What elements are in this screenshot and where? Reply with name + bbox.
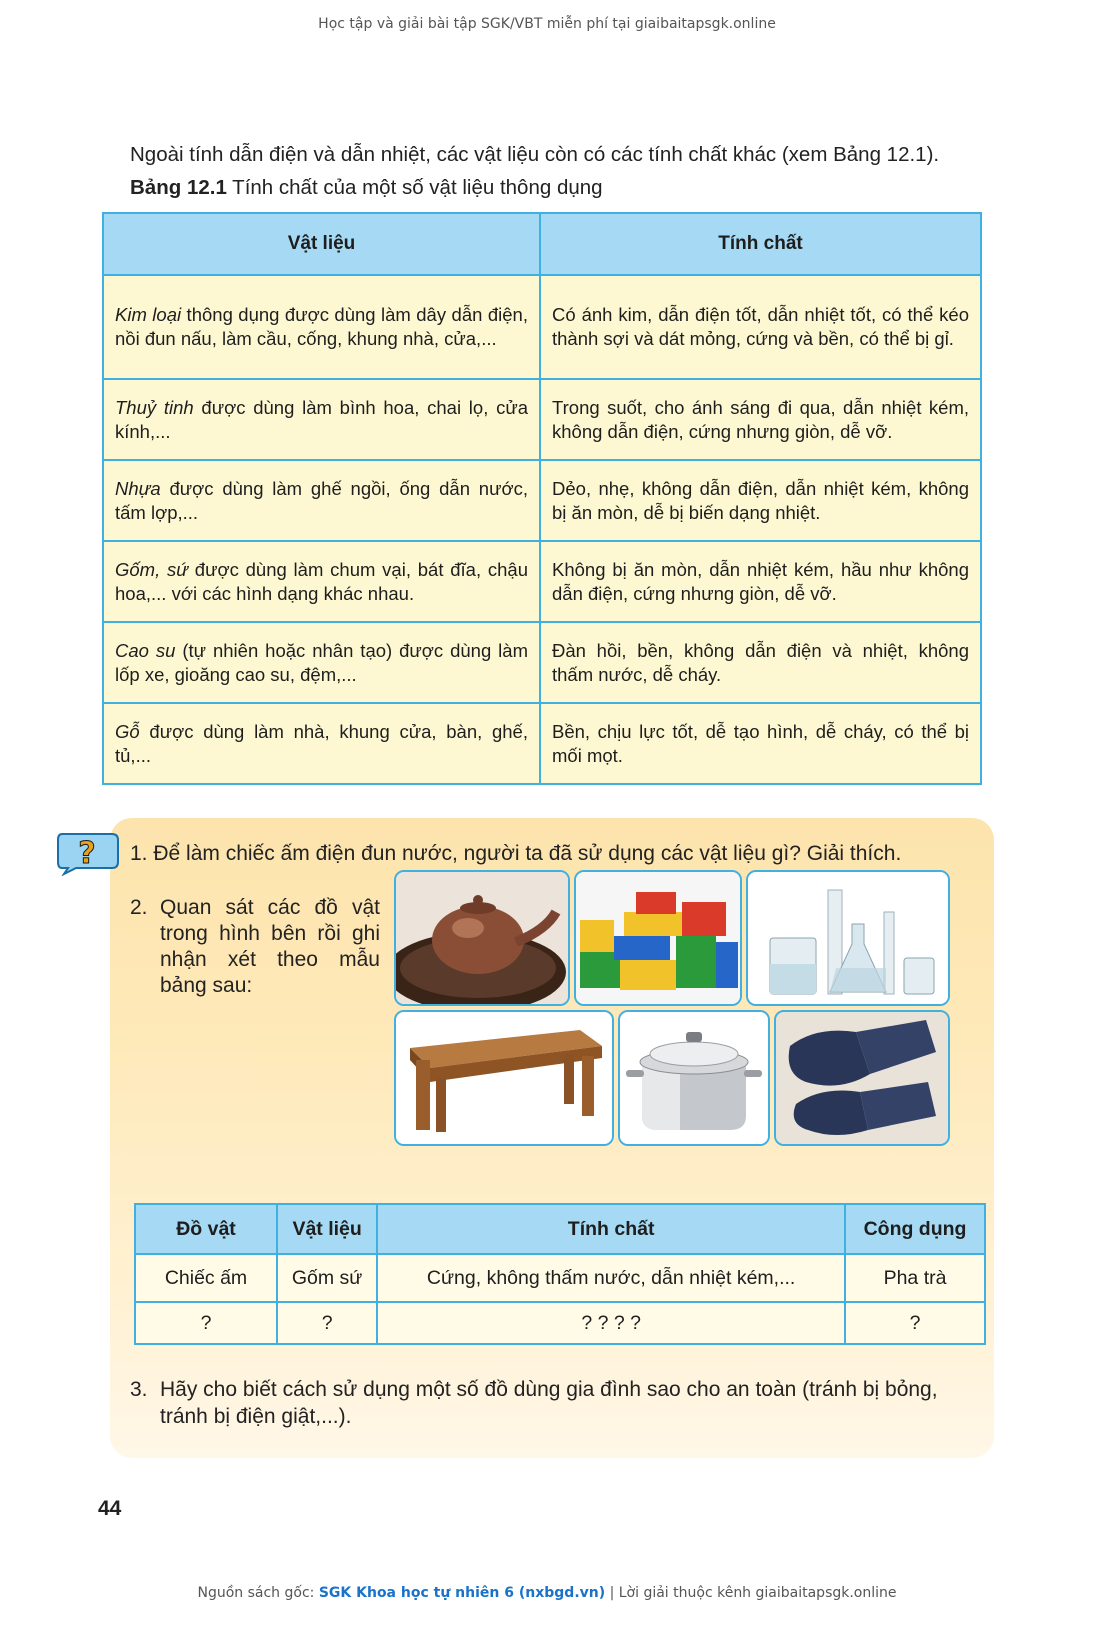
property-cell: Có ánh kim, dẫn điện tốt, dẫn nhiệt tốt, có thể kéo thành sợi và dát mỏng, cứng và bền, có thể bị gỉ. (540, 275, 981, 379)
question-2-text: Quan sát các đồ vật trong hình bên rồi ghi nhận xét theo mẫu bảng sau: (160, 896, 380, 997)
material-cell (103, 379, 540, 460)
header-use: Công dụng (845, 1204, 985, 1254)
wooden-table-image (394, 1010, 614, 1146)
question-3 (130, 1376, 990, 1430)
caption-label: Bảng 12.1 (130, 176, 227, 199)
material-name: Thuỷ tinh (115, 396, 194, 418)
material-name: Cao su (115, 639, 176, 661)
property-cell: Bền, chịu lực tốt, dễ tạo hình, dễ cháy, có thể bị mối mọt. (540, 703, 981, 784)
question-icon (56, 830, 124, 876)
question-3-number: 3. (130, 1378, 148, 1401)
material-cell: Gốm sứ (277, 1254, 377, 1302)
material-use: được dùng làm ghế ngồi, ống dẫn nước, tấm lợp,... (115, 477, 528, 523)
material-cell (103, 275, 540, 379)
material-use: được dùng làm bình hoa, chai lọ, cửa kính,... (115, 396, 528, 442)
footer-source-link[interactable]: SGK Khoa học tự nhiên 6 (nxbgd.vn) (318, 1585, 606, 1601)
material-cell (103, 703, 540, 784)
header-note: Học tập và giải bài tập SGK/VBT miễn phí tại giaibaitapsgk.online (318, 16, 776, 32)
table-row (103, 275, 981, 379)
use-cell: ? (845, 1302, 985, 1344)
material-use: thông dụng được dùng làm dây dẫn điện, nồi đun nấu, làm cầu, cống, khung nhà, cửa,... (115, 304, 528, 349)
property-cell: Dẻo, nhẹ, không dẫn điện, dẫn nhiệt kém, không bị ăn mòn, dễ bị biến dạng nhiệt. (540, 460, 981, 541)
material-cell (103, 541, 540, 622)
question-2-number: 2. (130, 896, 148, 919)
table-caption (130, 176, 603, 200)
table-row (135, 1254, 985, 1302)
material-cell (103, 460, 540, 541)
header-material: Vật liệu (103, 213, 540, 275)
materials-table (102, 212, 982, 785)
caption-text: Tính chất của một số vật liệu thông dụng (226, 176, 603, 199)
property-cell: Trong suốt, cho ánh sáng đi qua, dẫn nhiệt kém, không dẫn điện, cứng nhưng giòn, dễ vỡ. (540, 379, 981, 460)
intro-text: Ngoài tính dẫn điện và dẫn nhiệt, các vật liệu còn có các tính chất khác (xem Bảng 12.1). (130, 143, 940, 166)
footer-prefix: Nguồn sách gốc: (197, 1585, 319, 1601)
rubber-gloves-image (774, 1010, 950, 1146)
table-header-row (103, 213, 981, 275)
material-name: Gốm, sứ (115, 558, 188, 580)
material-name: Gỗ (115, 720, 140, 742)
teapot-image (394, 870, 570, 1006)
material-use: được dùng làm nhà, khung cửa, bàn, ghế, tủ,... (115, 720, 528, 766)
header-property: Tính chất (377, 1204, 845, 1254)
property-cell: Không bị ăn mòn, dẫn nhiệt kém, hầu như không dẫn điện, cứng nhưng giòn, dễ vỡ. (540, 541, 981, 622)
question-2 (130, 895, 380, 999)
footer-suffix: | Lời giải thuộc kênh giaibaitapsgk.online (605, 1585, 897, 1601)
property-cell: ? ? ? ? (377, 1302, 845, 1344)
header-material: Vật liệu (277, 1204, 377, 1254)
table-row (103, 541, 981, 622)
lego-blocks-image (574, 870, 742, 1006)
page-number: 44 (98, 1497, 122, 1520)
material-cell: ? (277, 1302, 377, 1344)
object-cell: ? (135, 1302, 277, 1344)
use-cell: Pha trà (845, 1254, 985, 1302)
footer-note (0, 1585, 1094, 1601)
material-name: Kim loại (115, 304, 182, 325)
header-object: Đồ vật (135, 1204, 277, 1254)
header-property: Tính chất (540, 213, 981, 275)
question-mark-glyph: ? (78, 836, 96, 871)
cooking-pot-image (618, 1010, 770, 1146)
glassware-image (746, 870, 950, 1006)
material-use: được dùng làm chum vại, bát đĩa, chậu hoa,... với các hình dạng khác nhau. (115, 558, 528, 604)
material-name: Nhựa (115, 477, 161, 499)
material-cell (103, 622, 540, 703)
table-row (103, 703, 981, 784)
question-1: 1. Để làm chiếc ấm điện đun nước, người ta đã sử dụng các vật liệu gì? Giải thích. (130, 842, 902, 865)
table-row (103, 379, 981, 460)
property-cell: Cứng, không thấm nước, dẫn nhiệt kém,... (377, 1254, 845, 1302)
table-row (103, 622, 981, 703)
property-cell: Đàn hồi, bền, không dẫn điện và nhiệt, không thấm nước, dễ cháy. (540, 622, 981, 703)
table-row (103, 460, 981, 541)
material-use: (tự nhiên hoặc nhân tạo) được dùng làm lốp xe, gioăng cao su, đệm,... (115, 639, 528, 685)
object-cell: Chiếc ấm (135, 1254, 277, 1302)
table-row (135, 1302, 985, 1344)
question-3-text: Hãy cho biết cách sử dụng một số đồ dùng gia đình sao cho an toàn (tránh bị bỏng, tránh bị điện giật,...). (160, 1378, 938, 1428)
observation-table (134, 1203, 986, 1345)
table-header-row (135, 1204, 985, 1254)
